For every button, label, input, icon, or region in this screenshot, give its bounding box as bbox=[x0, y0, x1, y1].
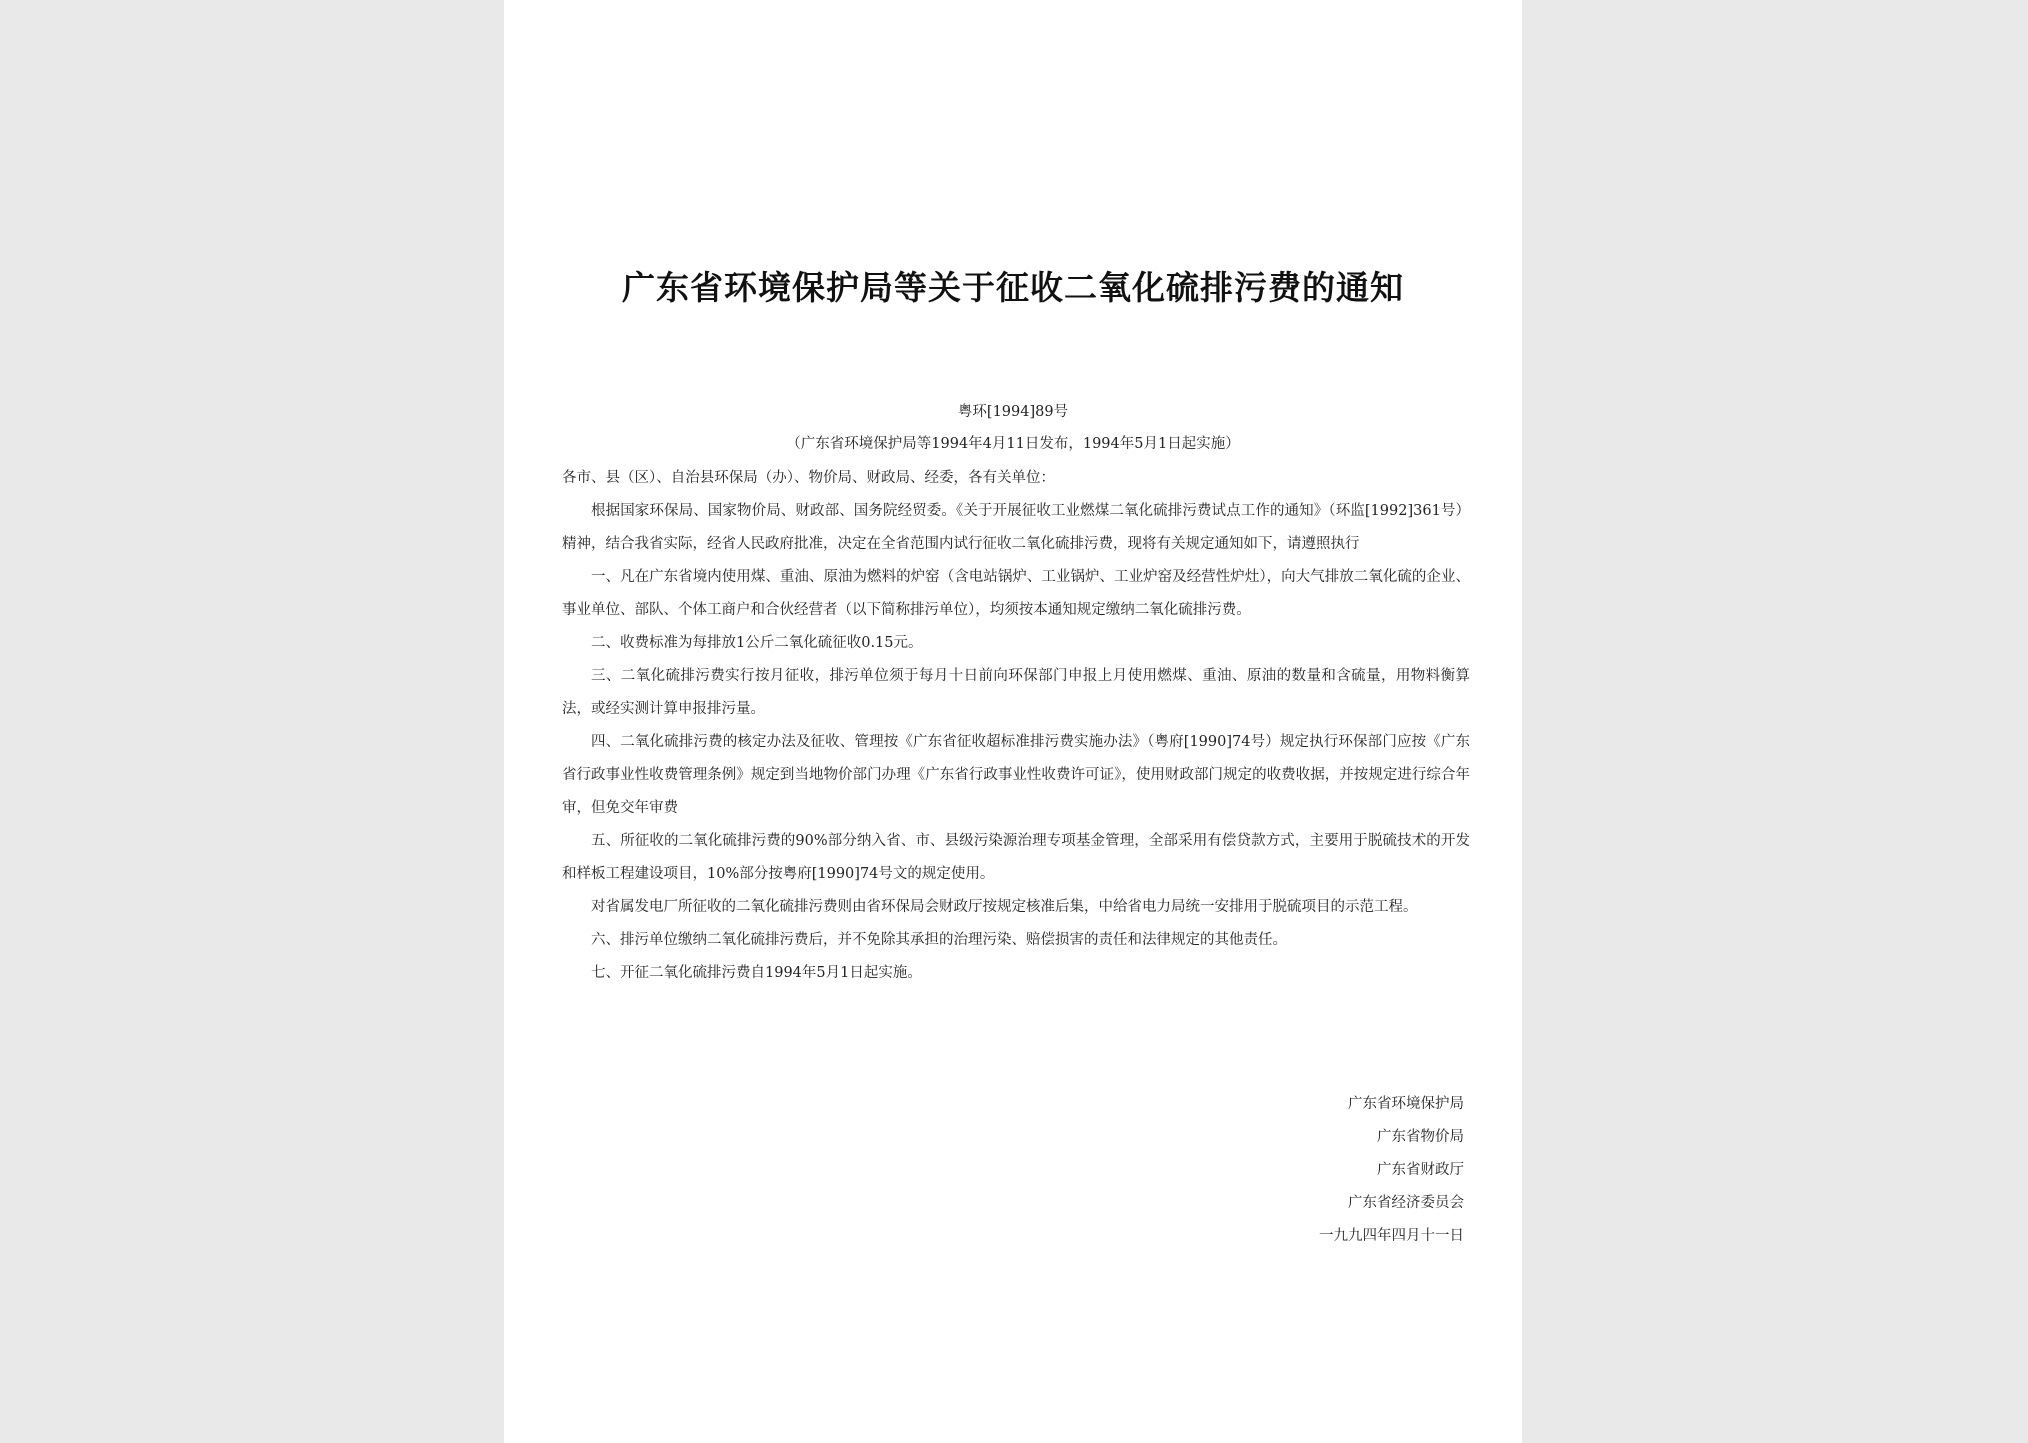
body-paragraph: 五、所征收的二氧化硫排污费的90%部分纳入省、市、县级污染源治理专项基金管理，全部采用有偿贷款方式，主要用于脱硫技术的开发和样板工程建设项目，10%部分按粤府[1990]74号文的规定使用。 bbox=[562, 833, 1470, 882]
document-page bbox=[504, 0, 1522, 1443]
body-paragraph: 三、二氧化硫排污费实行按月征收，排污单位须于每月十日前向环保部门申报上月使用燃煤、重油、原油的数量和含硫量，用物料衡算法，或经实测计算申报排污量。 bbox=[562, 668, 1470, 717]
document-body bbox=[562, 462, 1470, 990]
body-paragraph: 四、二氧化硫排污费的核定办法及征收、管理按《广东省征收超标准排污费实施办法》（粤府[1990]74号）规定执行环保部门应按《广东省行政事业性收费管理条例》规定到当地物价部门办理《广东省行政事业性收费许可证》，使用财政部门规定的收费收据，并按规定进行综合年审，但免交年审费 bbox=[562, 734, 1470, 816]
body-paragraph: 二、收费标准为每排放1公斤二氧化硫征收0.15元。 bbox=[591, 635, 923, 651]
body-paragraph: 对省属发电厂所征收的二氧化硫排污费则由省环保局会财政厅按规定核准后集，中给省电力局统一安排用于脱硫项目的示范工程。 bbox=[591, 899, 1418, 915]
signatory: 广东省经济委员会 bbox=[1348, 1195, 1464, 1211]
salutation: 各市、县（区）、自治县环保局（办）、物价局、财政局、经委，各有关单位： bbox=[562, 470, 1055, 486]
body-paragraph: 根据国家环保局、国家物价局、财政部、国务院经贸委。《关于开展征收工业燃煤二氧化硫排污费试点工作的通知》（环监[1992]361号）精神，结合我省实际，经省人民政府批准，决定在全省范围内试行征收二氧化硫排污费，现将有关规定通知如下，请遵照执行 bbox=[562, 503, 1470, 552]
signatory: 广东省物价局 bbox=[1377, 1129, 1464, 1145]
signatory: 广东省环境保护局 bbox=[1348, 1096, 1464, 1112]
document-number: 粤环[1994]89号 bbox=[957, 404, 1069, 420]
document-date: 一九九四年四月十一日 bbox=[1319, 1228, 1464, 1244]
body-paragraph: 七、开征二氧化硫排污费自1994年5月1日起实施。 bbox=[591, 965, 922, 981]
body-paragraph: 六、排污单位缴纳二氧化硫排污费后，并不免除其承担的治理污染、赔偿损害的责任和法律规定的其他责任。 bbox=[591, 932, 1287, 948]
issue-note: （广东省环境保护局等1994年4月11日发布，1994年5月1日起实施） bbox=[786, 436, 1240, 452]
signatory: 广东省财政厅 bbox=[1377, 1162, 1464, 1178]
body-paragraph: 一、凡在广东省境内使用煤、重油、原油为燃料的炉窑（含电站锅炉、工业锅炉、工业炉窑及经营性炉灶），向大气排放二氧化硫的企业、事业单位、部队、个体工商户和合伙经营者（以下简称排污单位），均须按本通知规定缴纳二氧化硫排污费。 bbox=[562, 569, 1470, 618]
document-title: 广东省环境保护局等关于征收二氧化硫排污费的通知 bbox=[622, 268, 1404, 307]
